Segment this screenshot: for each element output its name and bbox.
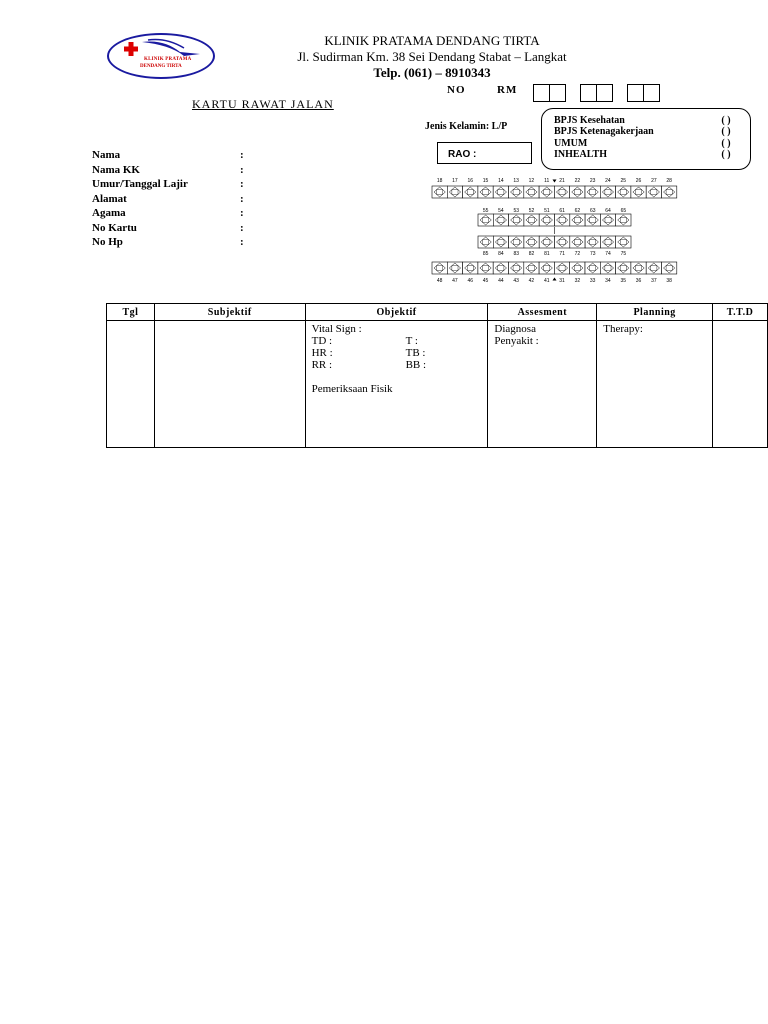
tooth-51[interactable] [539, 214, 554, 226]
tooth-85[interactable] [478, 236, 493, 248]
tooth-label: 83 [513, 251, 520, 257]
clinic-phone: Telp. (061) – 8910343 [373, 65, 491, 80]
logo-text-line1: KLINIK PRATAMA [144, 57, 192, 62]
tooth-54[interactable] [493, 214, 508, 226]
tooth-63[interactable] [585, 214, 600, 226]
therapy-label: Therapy: [603, 323, 643, 335]
tooth-label: 53 [513, 208, 520, 214]
col-assesment: Assesment [488, 304, 597, 321]
col-ttd: T.T.D [713, 304, 768, 321]
tooth-label: 74 [605, 251, 611, 257]
tooth-label: 31 [559, 278, 565, 284]
rao-box[interactable]: RAO : [437, 142, 532, 164]
tooth-label: 25 [620, 178, 627, 184]
tooth-14[interactable] [493, 186, 508, 198]
vital-row [312, 335, 482, 347]
field-row[interactable] [92, 193, 244, 208]
tooth-label: 54 [498, 208, 504, 214]
logo-text-line2: DENDANG TIRTA [140, 64, 182, 69]
tooth-71[interactable] [555, 236, 570, 248]
tooth-73[interactable] [585, 236, 600, 248]
col-subjektif: Subjektif [154, 304, 305, 321]
tooth-label: 12 [528, 178, 535, 184]
tooth-label: 73 [589, 251, 596, 257]
tooth-label: 21 [559, 178, 565, 184]
field-label: No Kartu [92, 221, 137, 234]
rm-box-group-3[interactable] [627, 84, 660, 102]
tooth-label: 23 [589, 178, 596, 184]
tooth-33[interactable] [585, 262, 600, 274]
tooth-61[interactable] [555, 214, 570, 226]
tooth-34[interactable] [600, 262, 615, 274]
field-label: Umur/Tanggal Lajir [92, 178, 188, 190]
field-row[interactable] [92, 178, 244, 193]
field-row[interactable] [92, 236, 244, 251]
tooth-43[interactable] [509, 262, 524, 274]
tooth-label: 33 [589, 278, 596, 284]
field-sep: : [240, 236, 244, 248]
tooth-72[interactable] [570, 236, 585, 248]
tooth-label: 75 [620, 251, 627, 257]
tooth-27[interactable] [646, 186, 661, 198]
field-label: Nama KK [92, 163, 140, 176]
tooth-label: 44 [498, 278, 504, 284]
table-row [107, 321, 768, 448]
insurance-row[interactable] [554, 138, 744, 149]
tooth-label: 17 [452, 178, 458, 184]
field-row[interactable] [92, 164, 244, 179]
field-sep: : [240, 221, 244, 234]
field-row[interactable] [92, 222, 244, 237]
tooth-36[interactable] [631, 262, 646, 274]
tooth-label: 81 [544, 251, 550, 257]
tooth-28[interactable] [662, 186, 677, 198]
cell-objektif[interactable] [305, 321, 488, 448]
tooth-84[interactable] [493, 236, 508, 248]
tooth-label: 82 [528, 251, 535, 257]
tooth-label: 72 [574, 251, 581, 257]
tooth-15[interactable] [478, 186, 493, 198]
vital-row [312, 359, 482, 371]
tooth-81[interactable] [539, 236, 554, 248]
tooth-65[interactable] [616, 214, 631, 226]
tooth-62[interactable] [570, 214, 585, 226]
tooth-25[interactable] [616, 186, 631, 198]
tooth-label: 35 [620, 278, 627, 284]
vital-bb: BB : [405, 359, 427, 371]
cell-subjektif[interactable] [154, 321, 305, 448]
field-label: Agama [92, 207, 126, 219]
tooth-label: 85 [482, 251, 489, 257]
tooth-label: 52 [528, 208, 535, 214]
tooth-31[interactable] [554, 262, 569, 274]
tooth-label: 63 [589, 208, 596, 214]
tooth-82[interactable] [524, 236, 539, 248]
tooth-23[interactable] [585, 186, 600, 198]
rm-label: RM [497, 84, 518, 96]
tooth-32[interactable] [570, 262, 585, 274]
tooth-label: 45 [482, 278, 489, 284]
tooth-16[interactable] [463, 186, 478, 198]
gender-label: Jenis Kelamin: L/P [425, 121, 508, 132]
card-title: KARTU RAWAT JALAN [192, 97, 334, 111]
tooth-label: 61 [559, 208, 565, 214]
tooth-label: 42 [528, 278, 535, 284]
field-sep: : [240, 149, 244, 161]
tooth-11[interactable] [539, 186, 554, 198]
tooth-64[interactable] [600, 214, 615, 226]
field-sep: : [240, 178, 244, 190]
tooth-41[interactable] [539, 262, 554, 274]
tooth-13[interactable] [509, 186, 524, 198]
insurance-checkbox[interactable]: ( ) [721, 149, 731, 160]
tooth-label: 62 [574, 208, 581, 214]
tooth-label: 84 [498, 251, 504, 257]
tooth-label: 43 [513, 278, 519, 284]
field-row[interactable] [92, 207, 244, 222]
tooth-label: 34 [605, 278, 611, 284]
tooth-75[interactable] [616, 236, 631, 248]
cell-tgl[interactable] [107, 321, 155, 448]
odontogram-chart [430, 176, 680, 286]
tooth-47[interactable] [447, 262, 462, 274]
field-label: Alamat [92, 192, 127, 205]
field-label: No Hp [92, 236, 123, 248]
tooth-52[interactable] [524, 214, 539, 226]
tooth-48[interactable] [432, 262, 447, 274]
tooth-label: 32 [574, 278, 581, 284]
tooth-label: 71 [559, 251, 565, 257]
insurance-row[interactable] [554, 115, 744, 126]
table-header-row [107, 304, 768, 321]
tooth-18[interactable] [432, 186, 447, 198]
vital-row [312, 347, 482, 359]
vital-hr: HR : [311, 347, 333, 359]
tooth-label: 65 [620, 208, 627, 214]
clinic-name: KLINIK PRATAMA DENDANG TIRTA [324, 33, 540, 48]
diagnosa-label: Diagnosa [494, 323, 536, 335]
vital-t: T : [405, 335, 418, 347]
tooth-55[interactable] [478, 214, 493, 226]
clinic-address: Jl. Sudirman Km. 38 Sei Dendang Stabat – Langkat [297, 49, 567, 64]
col-planning: Planning [597, 304, 713, 321]
vital-sign-label: Vital Sign : [311, 323, 362, 335]
field-sep: : [240, 192, 244, 205]
insurance-row[interactable] [554, 149, 744, 160]
field-label: Nama [92, 149, 121, 161]
patient-fields [92, 149, 244, 251]
tooth-label: 38 [666, 278, 672, 284]
visit-table [106, 303, 768, 448]
field-sep: : [240, 163, 244, 176]
rm-box-group-2[interactable] [580, 84, 613, 102]
tooth-42[interactable] [524, 262, 539, 274]
tooth-label: 36 [635, 278, 642, 284]
tooth-46[interactable] [463, 262, 478, 274]
insurance-row[interactable] [554, 126, 744, 137]
insurance-label: BPJS Kesehatan [554, 115, 625, 126]
tooth-label: 55 [482, 208, 489, 214]
insurance-checkbox[interactable]: ( ) [721, 138, 731, 149]
col-tgl: Tgl [107, 304, 155, 321]
tooth-label: 22 [574, 178, 581, 184]
insurance-box [541, 108, 751, 170]
tooth-label: 11 [544, 178, 550, 184]
tooth-74[interactable] [600, 236, 615, 248]
penyakit-label: Penyakit : [494, 335, 539, 347]
field-sep: : [240, 207, 244, 219]
insurance-checkbox[interactable]: ( ) [721, 126, 731, 137]
tooth-83[interactable] [509, 236, 524, 248]
insurance-checkbox[interactable]: ( ) [721, 115, 731, 126]
tooth-44[interactable] [493, 262, 508, 274]
vital-td: TD : [311, 335, 333, 347]
tooth-26[interactable] [631, 186, 646, 198]
tooth-label: 51 [544, 208, 550, 214]
tooth-45[interactable] [478, 262, 493, 274]
vital-tb: TB : [405, 347, 426, 359]
vital-rr: RR : [311, 359, 333, 371]
rm-box-group-1[interactable] [533, 84, 566, 102]
tooth-label: 47 [452, 278, 458, 284]
arrow-down-icon [553, 180, 557, 183]
tooth-label: 16 [467, 178, 474, 184]
tooth-label: 13 [513, 178, 519, 184]
tooth-37[interactable] [646, 262, 661, 274]
tooth-label: 14 [498, 178, 504, 184]
tooth-38[interactable] [662, 262, 677, 274]
insurance-label: BPJS Ketenagakerjaan [554, 126, 654, 137]
tooth-label: 18 [436, 178, 443, 184]
tooth-label: 24 [605, 178, 611, 184]
cell-assesment[interactable] [488, 321, 597, 448]
no-label: NO [447, 84, 466, 96]
tooth-53[interactable] [509, 214, 524, 226]
tooth-label: 27 [651, 178, 657, 184]
tooth-24[interactable] [600, 186, 615, 198]
tooth-label: 64 [605, 208, 611, 214]
tooth-21[interactable] [554, 186, 569, 198]
physical-exam-label: Pemeriksaan Fisik [311, 383, 393, 395]
tooth-label: 37 [651, 278, 657, 284]
tooth-22[interactable] [570, 186, 585, 198]
tooth-17[interactable] [447, 186, 462, 198]
insurance-label: UMUM [554, 138, 588, 149]
tooth-35[interactable] [616, 262, 631, 274]
tooth-label: 41 [543, 278, 550, 284]
tooth-12[interactable] [524, 186, 539, 198]
field-row[interactable] [92, 149, 244, 164]
arrow-up-icon [553, 278, 557, 281]
cell-planning[interactable] [597, 321, 713, 448]
tooth-label: 15 [482, 178, 489, 184]
tooth-label: 26 [635, 178, 642, 184]
insurance-label: INHEALTH [554, 149, 607, 160]
cell-ttd[interactable] [713, 321, 768, 448]
col-objektif: Objektif [305, 304, 488, 321]
tooth-label: 28 [666, 178, 672, 184]
tooth-label: 48 [436, 278, 443, 284]
tooth-label: 46 [467, 278, 474, 284]
